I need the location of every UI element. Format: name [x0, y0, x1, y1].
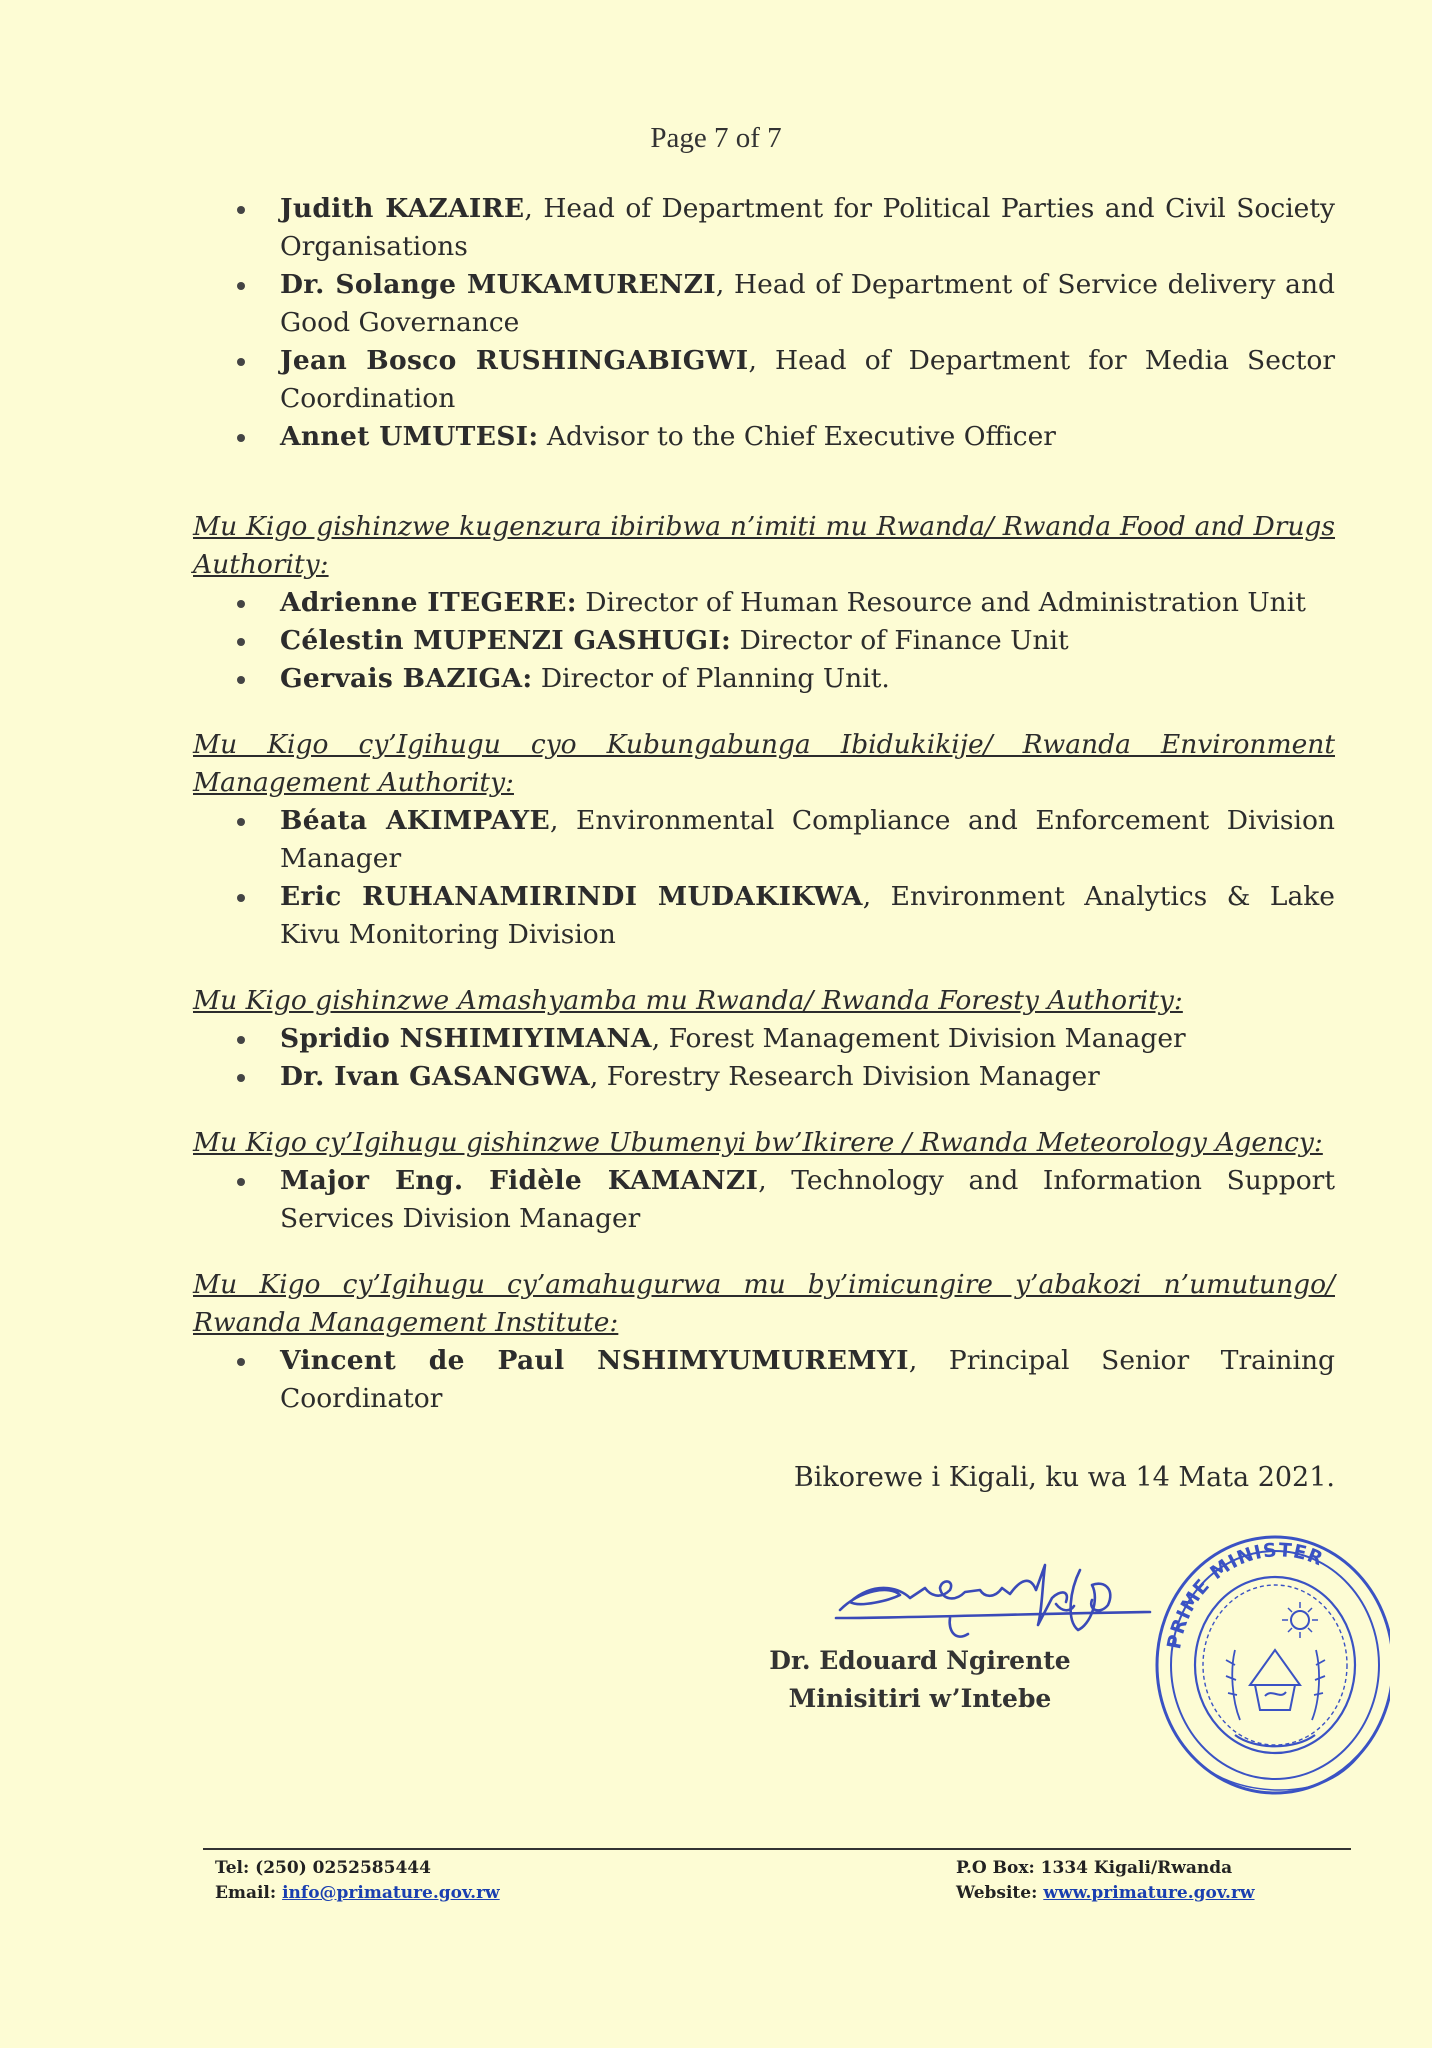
closing-line — [193, 1462, 1335, 1493]
agency-people-list — [193, 584, 1335, 698]
seal-text: PRIME MINISTER — [1163, 1539, 1327, 1651]
agency-heading: Mu Kigo gishinzwe kugenzura ibiribwa n’imiti mu Rwanda/ Rwanda Food and Drugs Authority: — [193, 511, 1335, 580]
person-item — [193, 266, 1335, 342]
footer-email — [215, 1881, 500, 1906]
tel-label: Tel: — [215, 1858, 250, 1878]
bullet-icon — [237, 1178, 245, 1186]
person-name: Adrienne ITEGERE: — [280, 587, 577, 618]
bullet-icon — [237, 282, 245, 290]
name-separator — [538, 421, 546, 452]
footer-contacts-left — [215, 1856, 500, 1906]
bullet-icon — [237, 600, 245, 608]
person-item — [193, 584, 1335, 622]
name-separator: , — [908, 1345, 949, 1376]
bullet-icon — [237, 1358, 245, 1366]
person-item — [193, 802, 1335, 878]
page-number: Page 7 of 7 — [650, 122, 782, 154]
name-separator — [731, 625, 739, 656]
bullet-icon — [237, 638, 245, 646]
person-item — [193, 190, 1335, 266]
person-role: Forest Management Division Manager — [668, 1023, 1186, 1054]
name-separator: , — [862, 881, 891, 912]
agency-heading: Mu Kigo cy’Igihugu gishinzwe Ubumenyi bw’Ikirere / Rwanda Meteorology Agency: — [193, 1127, 1323, 1158]
email-link[interactable]: info@primature.gov.rw — [282, 1883, 500, 1903]
person-role: Director of Finance Unit — [739, 625, 1069, 656]
place-date: Bikorewe i Kigali, ku wa 14 Mata 2021. — [793, 1462, 1335, 1493]
agency-people-list — [193, 1162, 1335, 1238]
person-name: Célestin MUPENZI GASHUGI: — [280, 625, 732, 656]
bullet-icon — [237, 894, 245, 902]
bullet-icon — [237, 818, 245, 826]
person-name: Béata AKIMPAYE — [280, 805, 551, 836]
person-name: Gervais BAZIGA: — [280, 663, 533, 694]
person-name: Judith KAZAIRE — [280, 193, 525, 224]
person-item — [193, 342, 1335, 418]
person-item — [193, 1020, 1335, 1058]
person-name: Dr. Solange MUKAMURENZI — [280, 269, 716, 300]
name-separator: , — [715, 269, 735, 300]
agency-groups — [193, 508, 1335, 1418]
footer-contacts-right — [956, 1856, 1255, 1906]
name-separator: , — [524, 193, 544, 224]
pobox-value: 1334 Kigali/Rwanda — [1040, 1858, 1233, 1878]
agency-heading: Mu Kigo cy’Igihugu cy’amahugurwa mu by’imicungire y’abakozi n’umutungo/ Rwanda Management Institute: — [193, 1269, 1335, 1338]
signature-block — [720, 1642, 1120, 1718]
name-separator: , — [758, 1165, 792, 1196]
person-name: Eric RUHANAMIRINDI MUDAKIKWA — [280, 881, 863, 912]
person-name: Vincent de Paul NSHIMYUMUREMYI — [280, 1345, 909, 1376]
agency-people-list — [193, 1020, 1335, 1096]
signature-image — [830, 1530, 1160, 1660]
name-separator: , — [589, 1061, 607, 1092]
person-name: Major Eng. Fidèle KAMANZI — [280, 1165, 759, 1196]
footer-pobox — [956, 1856, 1255, 1881]
bullet-icon — [237, 358, 245, 366]
pobox-label: P.O Box: — [956, 1858, 1035, 1878]
agency-heading: Mu Kigo cy’Igihugu cyo Kubungabunga Ibidukikije/ Rwanda Environment Management Authority: — [193, 729, 1335, 798]
footer-divider — [203, 1848, 1351, 1850]
person-role: Advisor to the Chief Executive Officer — [546, 421, 1056, 452]
footer-tel — [215, 1856, 500, 1881]
person-name: Spridio NSHIMIYIMANA — [280, 1023, 652, 1054]
tel-value: (250) 0252585444 — [255, 1858, 431, 1878]
person-role: Head of Department of Service delivery and Good Governance — [280, 269, 1335, 338]
bullet-icon — [237, 1074, 245, 1082]
prime-minister-seal — [1140, 1500, 1390, 1800]
name-separator — [532, 663, 540, 694]
website-link[interactable]: www.primature.gov.rw — [1043, 1883, 1255, 1903]
name-separator: , — [651, 1023, 669, 1054]
person-role: Technology and Information Support Services Division Manager — [280, 1165, 1336, 1234]
person-role: Head of Department for Political Parties and Civil Society Organisations — [280, 193, 1335, 262]
person-item — [193, 1342, 1335, 1418]
email-label: Email: — [215, 1883, 277, 1903]
bullet-icon — [237, 1036, 245, 1044]
person-role: Forestry Research Division Manager — [606, 1061, 1100, 1092]
person-item — [193, 660, 1335, 698]
person-item — [193, 418, 1335, 456]
agency-heading: Mu Kigo gishinzwe Amashyamba mu Rwanda/ Rwanda Foresty Authority: — [193, 985, 1183, 1016]
intro-people-list — [193, 190, 1335, 456]
bullet-icon — [237, 434, 245, 442]
agency-people-list — [193, 1342, 1335, 1418]
website-label: Website: — [956, 1883, 1038, 1903]
name-separator: , — [550, 805, 576, 836]
person-name: Annet UMUTESI: — [280, 421, 539, 452]
person-name: Dr. Ivan GASANGWA — [280, 1061, 590, 1092]
document-body — [193, 190, 1335, 1418]
person-role: Principal Senior Training Coordinator — [280, 1345, 1335, 1414]
footer-website — [956, 1881, 1255, 1906]
person-name: Jean Bosco RUSHINGABIGWI — [280, 345, 749, 376]
agency-people-list — [193, 802, 1335, 954]
signatory-title: Minisitiri w’Intebe — [788, 1684, 1052, 1713]
person-role: Head of Department for Media Sector Coordination — [280, 345, 1336, 414]
person-role: Environmental Compliance and Enforcement Division Manager — [280, 805, 1335, 874]
person-role: Director of Planning Unit. — [540, 663, 890, 694]
bullet-icon — [237, 206, 245, 214]
person-role: Director of Human Resource and Administration Unit — [585, 587, 1306, 618]
person-item — [193, 622, 1335, 660]
person-item — [193, 878, 1335, 954]
bullet-icon — [237, 676, 245, 684]
name-separator: , — [748, 345, 776, 376]
person-item — [193, 1162, 1335, 1238]
person-role: Environment Analytics & Lake Kivu Monitoring Division — [280, 881, 1335, 950]
person-item — [193, 1058, 1335, 1096]
svg-text:PRIME MINISTER — [1163, 1539, 1327, 1651]
signatory-name: Dr. Edouard Ngirente — [769, 1646, 1071, 1675]
